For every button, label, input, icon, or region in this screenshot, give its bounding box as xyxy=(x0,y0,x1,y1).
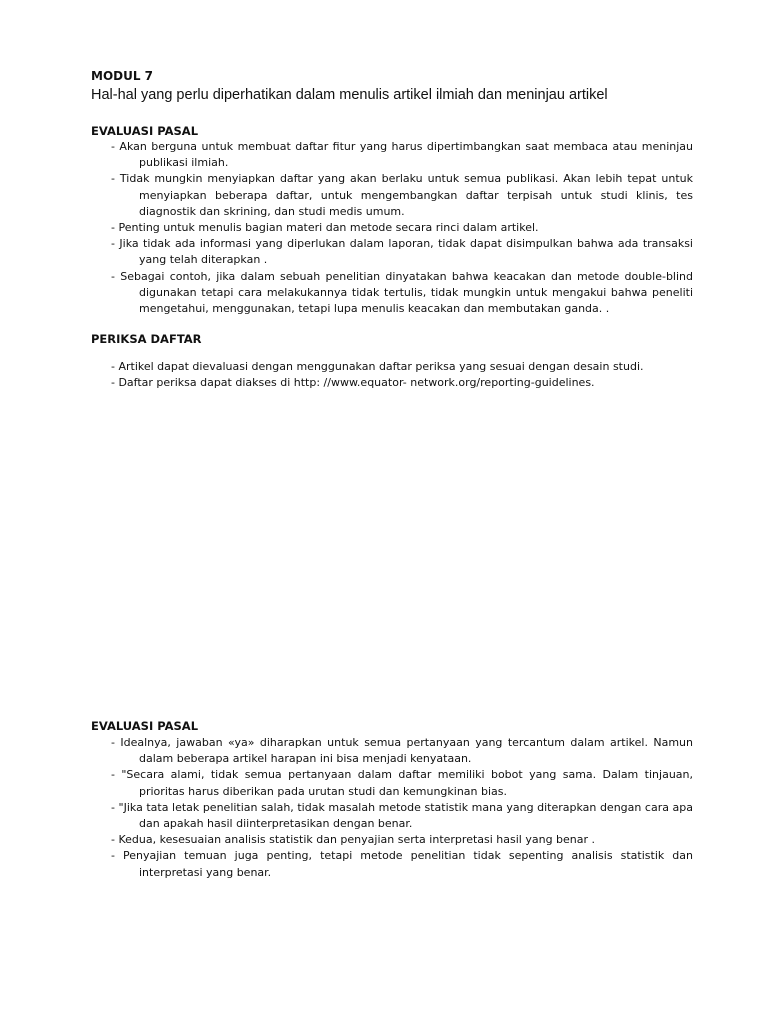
list-item: - "Secara alami, tidak semua pertanyaan dalam daftar memiliki bobot yang sama. Dalam tinjauan, prioritas harus diberikan pada urutan studi dan kemungkinan bias. xyxy=(111,768,693,798)
list-item: - Sebagai contoh, jika dalam sebuah penelitian dinyatakan bahwa keacakan dan metode double-blind digunakan tetapi cara melakukannya tidak tertulis, tidak mungkin untuk mengakui bahwa peneliti mengetahui, menggunakan, tetapi lupa menulis keacakan dan membutakan ganda. . xyxy=(111,269,693,316)
list-item: - Idealnya, jawaban «ya» diharapkan untuk semua pertanyaan yang tercantum dalam artikel. Namun dalam beberapa artikel harapan ini bisa menjadi kenyataan. xyxy=(111,736,693,766)
list-item: - Artikel dapat dievaluasi dengan menggunakan daftar periksa yang sesuai dengan desain studi. xyxy=(111,360,644,373)
list-item: - "Jika tata letak penelitian salah, tidak masalah metode statistik mana yang diterapkan dengan cara apa dan apakah hasil diinterpretasikan dengan benar. xyxy=(111,800,693,831)
list-item: - Tidak mungkin menyiapkan daftar yang akan berlaku untuk semua publikasi. Akan lebih tepat untuk menyiapkan beberapa daftar, untuk mengembangkan daftar terpisah untuk studi klinis, tes diagnostik dan skrining, dan studi medis umum. xyxy=(111,172,693,218)
evaluasi-1-list xyxy=(111,139,693,317)
list-item: - Penting untuk menulis bagian materi dan metode secara rinci dalam artikel. xyxy=(111,221,539,235)
module-subtitle: Hal-hal yang perlu diperhatikan dalam menulis artikel ilmiah dan meninjau artikel xyxy=(91,87,608,103)
evaluasi-2-list xyxy=(111,735,693,881)
list-item: - Penyajian temuan juga penting, tetapi metode penelitian tidak sepenting analisis statistik dan interpretasi yang benar. xyxy=(111,849,693,879)
section-heading-periksa-daftar: PERIKSA DAFTAR xyxy=(91,332,202,346)
periksa-daftar-list xyxy=(111,359,693,391)
list-item: - Akan berguna untuk membuat daftar fitur yang harus dipertimbangkan saat membaca atau meninjau publikasi ilmiah. xyxy=(111,140,693,170)
list-item: - Kedua, kesesuaian analisis statistik dan penyajian serta interpretasi hasil yang benar . xyxy=(111,833,596,847)
section-heading-evaluasi-2: EVALUASI PASAL xyxy=(91,719,199,733)
module-label: MODUL 7 xyxy=(91,69,154,83)
list-item: - Jika tidak ada informasi yang diperlukan dalam laporan, tidak dapat disimpulkan bahwa ada transaksi yang telah diterapkan . xyxy=(111,237,693,267)
list-item: - Daftar periksa dapat diakses di http: //www.equator- network.org/reporting-guidelines. xyxy=(111,376,595,390)
section-heading-evaluasi-1: EVALUASI PASAL xyxy=(91,124,199,138)
